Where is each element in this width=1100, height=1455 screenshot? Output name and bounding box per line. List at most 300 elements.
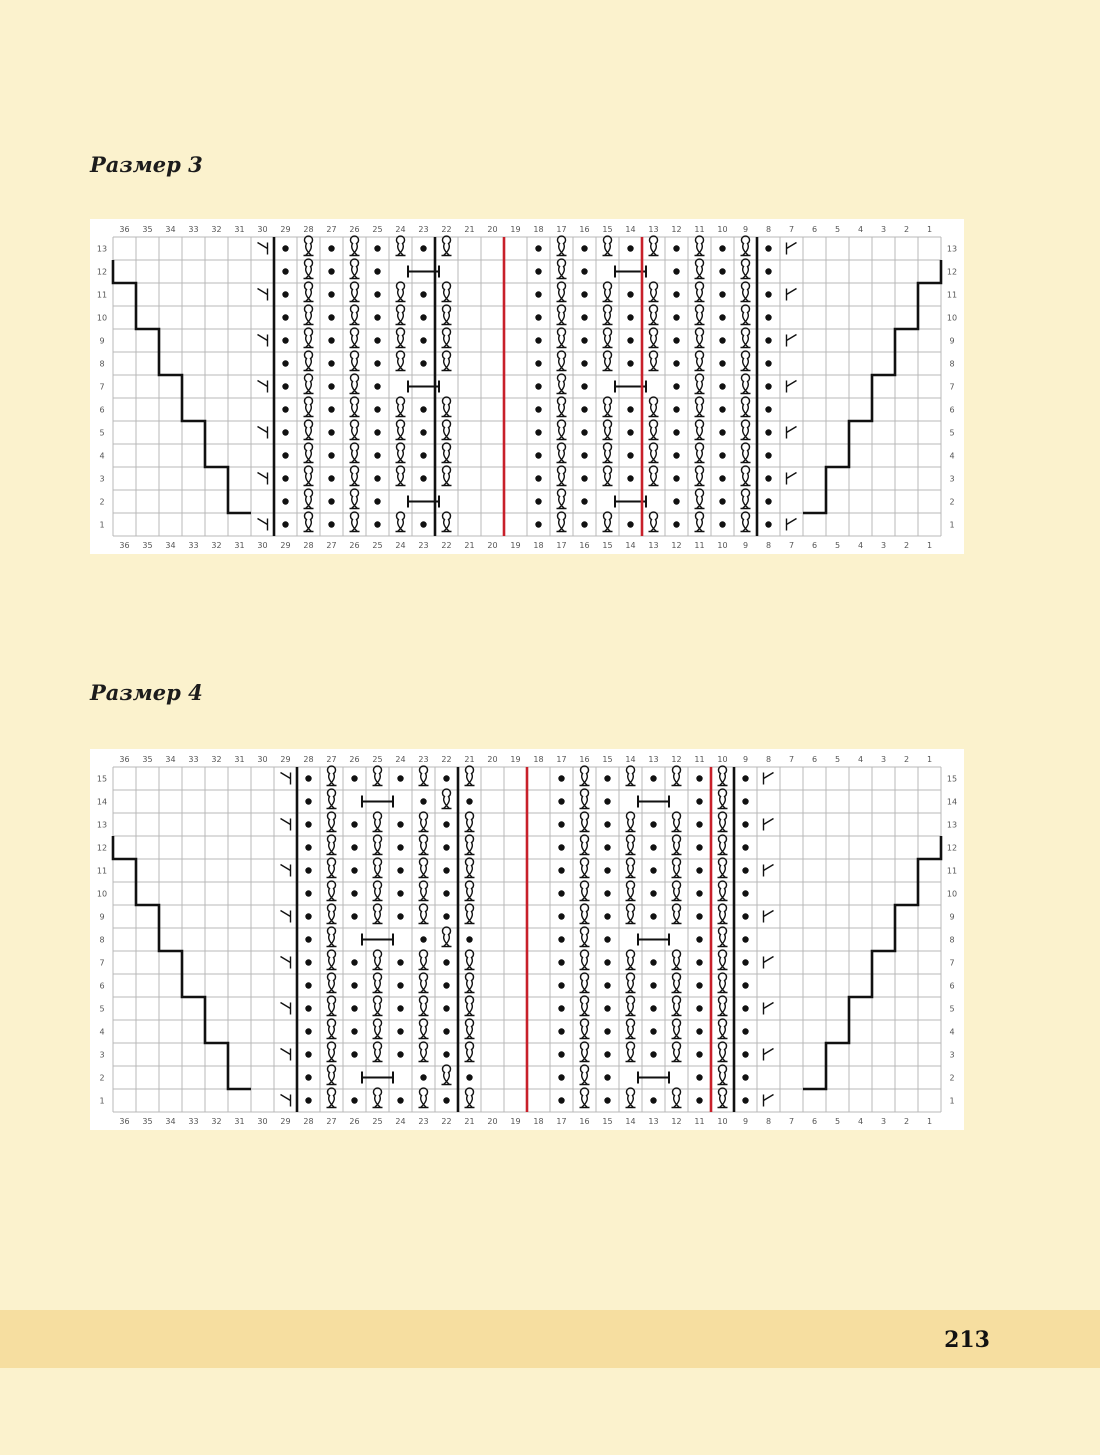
row-number: 13 [946,820,958,830]
column-number: 6 [811,1117,818,1126]
row-number: 9 [949,912,955,922]
purl-dot [604,1051,610,1057]
purl-dot [282,475,288,481]
row-number: 10 [946,313,958,323]
purl-dot [443,982,449,988]
row-number: 3 [949,1050,955,1060]
purl-dot [719,475,725,481]
purl-dot [535,429,541,435]
column-number: 28 [303,755,314,764]
purl-dot [397,890,403,896]
column-number: 16 [579,225,590,234]
purl-dot [282,406,288,412]
purl-dot [328,291,334,297]
purl-dot [374,337,380,343]
purl-dot [604,936,610,942]
purl-dot [581,360,587,366]
purl-dot [696,1051,702,1057]
column-number: 29 [280,541,291,550]
column-number: 8 [765,225,772,234]
column-number: 20 [487,1117,498,1126]
column-number: 11 [694,1117,705,1126]
column-number: 34 [165,541,176,550]
purl-dot [627,337,633,343]
column-number: 5 [834,755,841,764]
purl-dot [558,1028,564,1034]
column-number: 23 [418,1117,429,1126]
page-number: 213 [944,1327,990,1353]
column-number: 10 [717,755,728,764]
column-number: 33 [188,1117,199,1126]
row-number: 5 [949,428,955,438]
purl-dot [581,291,587,297]
column-number: 5 [834,541,841,550]
column-number: 28 [303,1117,314,1126]
purl-dot [696,821,702,827]
row-number: 9 [949,336,955,346]
purl-dot [305,1074,311,1080]
row-number: 9 [99,336,105,346]
purl-dot [535,475,541,481]
purl-dot [535,268,541,274]
purl-dot [282,452,288,458]
purl-dot [558,798,564,804]
column-number: 13 [648,755,659,764]
column-number: 30 [257,541,268,550]
column-number: 18 [533,1117,544,1126]
column-number: 35 [142,1117,153,1126]
column-number: 9 [742,755,749,764]
row-number: 10 [946,889,958,899]
column-number: 32 [211,1117,222,1126]
row-number: 8 [99,935,105,945]
column-number: 4 [857,541,864,550]
purl-dot [696,1074,702,1080]
purl-dot [282,314,288,320]
row-number: 7 [99,958,105,968]
purl-dot [443,867,449,873]
purl-dot [305,936,311,942]
purl-dot [443,844,449,850]
purl-dot [351,1005,357,1011]
purl-dot [328,452,334,458]
purl-dot [305,982,311,988]
purl-dot [558,821,564,827]
purl-dot [397,1005,403,1011]
row-number: 8 [949,935,955,945]
purl-dot [328,360,334,366]
purl-dot [719,360,725,366]
column-number: 13 [648,225,659,234]
purl-dot [558,844,564,850]
column-number: 19 [510,1117,521,1126]
purl-dot [742,913,748,919]
purl-dot [443,775,449,781]
column-number: 16 [579,541,590,550]
purl-dot [765,268,771,274]
purl-dot [328,475,334,481]
column-number: 9 [742,1117,749,1126]
purl-dot [696,1028,702,1034]
row-number: 13 [96,244,108,254]
purl-dot [443,1028,449,1034]
column-number: 3 [880,225,887,234]
column-number: 18 [533,225,544,234]
purl-dot [420,429,426,435]
purl-dot [742,1051,748,1057]
column-number: 22 [441,755,452,764]
purl-dot [305,867,311,873]
purl-dot [328,429,334,435]
purl-dot [581,498,587,504]
purl-dot [535,360,541,366]
column-number: 14 [625,541,636,550]
column-number: 19 [510,541,521,550]
purl-dot [719,337,725,343]
column-number: 23 [418,225,429,234]
purl-dot [420,245,426,251]
column-number: 11 [694,755,705,764]
column-number: 2 [903,225,910,234]
column-number: 18 [533,755,544,764]
purl-dot [535,452,541,458]
column-number: 21 [464,755,475,764]
row-number: 15 [96,774,108,784]
purl-dot [282,498,288,504]
purl-dot [765,498,771,504]
column-number: 12 [671,1117,682,1126]
purl-dot [535,383,541,389]
purl-dot [627,521,633,527]
purl-dot [305,890,311,896]
column-number: 32 [211,755,222,764]
purl-dot [351,890,357,896]
purl-dot [558,1074,564,1080]
row-number: 12 [946,843,958,853]
purl-dot [305,913,311,919]
row-number: 6 [949,981,955,991]
purl-dot [604,844,610,850]
row-number: 9 [99,912,105,922]
purl-dot [765,314,771,320]
column-number: 23 [418,755,429,764]
row-number: 1 [949,1096,955,1106]
column-number: 36 [119,1117,130,1126]
purl-dot [581,268,587,274]
purl-dot [397,867,403,873]
purl-dot [742,798,748,804]
column-number: 14 [625,755,636,764]
purl-dot [558,1051,564,1057]
purl-dot [696,1005,702,1011]
purl-dot [719,452,725,458]
purl-dot [673,337,679,343]
purl-dot [466,1074,472,1080]
purl-dot [581,429,587,435]
purl-dot [282,291,288,297]
row-number: 12 [96,267,108,277]
purl-dot [351,959,357,965]
column-number: 17 [556,225,567,234]
purl-dot [696,959,702,965]
purl-dot [305,1005,311,1011]
purl-dot [673,245,679,251]
purl-dot [604,867,610,873]
row-number: 12 [96,843,108,853]
purl-dot [558,959,564,965]
row-number: 5 [99,428,105,438]
column-number: 34 [165,1117,176,1126]
purl-dot [397,913,403,919]
column-number: 29 [280,755,291,764]
purl-dot [673,291,679,297]
column-number: 31 [234,225,245,234]
purl-dot [604,1005,610,1011]
column-number: 3 [880,1117,887,1126]
column-number: 6 [811,225,818,234]
column-number: 17 [556,1117,567,1126]
purl-dot [351,982,357,988]
column-number: 25 [372,755,383,764]
purl-dot [466,798,472,804]
purl-dot [696,844,702,850]
column-number: 8 [765,1117,772,1126]
column-number: 27 [326,541,337,550]
purl-dot [742,1097,748,1103]
purl-dot [604,959,610,965]
column-number: 7 [788,1117,795,1126]
column-number: 27 [326,225,337,234]
column-number: 31 [234,541,245,550]
column-number: 21 [464,1117,475,1126]
row-number: 2 [949,1073,955,1083]
purl-dot [673,268,679,274]
column-number: 7 [788,755,795,764]
column-number: 34 [165,225,176,234]
purl-dot [604,982,610,988]
purl-dot [328,268,334,274]
row-number: 2 [99,497,105,507]
row-number: 2 [99,1073,105,1083]
purl-dot [650,890,656,896]
footer-band [0,1310,1100,1368]
purl-dot [443,1097,449,1103]
purl-dot [719,429,725,435]
knitting-chart-size-4 [90,749,964,1130]
column-number: 8 [765,755,772,764]
purl-dot [627,475,633,481]
row-number: 11 [946,290,958,300]
purl-dot [558,913,564,919]
purl-dot [765,475,771,481]
purl-dot [558,1097,564,1103]
purl-dot [742,821,748,827]
purl-dot [627,429,633,435]
purl-dot [397,959,403,965]
column-number: 30 [257,755,268,764]
purl-dot [696,890,702,896]
column-number: 9 [742,541,749,550]
purl-dot [328,521,334,527]
column-number: 2 [903,755,910,764]
purl-dot [627,291,633,297]
purl-dot [420,475,426,481]
knitting-chart-size-3 [90,219,964,554]
purl-dot [397,821,403,827]
purl-dot [650,959,656,965]
purl-dot [535,521,541,527]
column-number: 35 [142,225,153,234]
row-number: 6 [949,405,955,415]
purl-dot [581,245,587,251]
column-number: 27 [326,1117,337,1126]
purl-dot [328,314,334,320]
column-number: 23 [418,541,429,550]
purl-dot [305,1051,311,1057]
column-number: 14 [625,1117,636,1126]
purl-dot [742,1074,748,1080]
purl-dot [443,913,449,919]
purl-dot [282,245,288,251]
purl-dot [558,867,564,873]
purl-dot [305,1097,311,1103]
column-number: 6 [811,541,818,550]
purl-dot [305,798,311,804]
purl-dot [719,291,725,297]
column-number: 36 [119,225,130,234]
column-number: 32 [211,225,222,234]
purl-dot [696,798,702,804]
purl-dot [328,383,334,389]
purl-dot [742,867,748,873]
column-number: 28 [303,541,314,550]
purl-dot [282,383,288,389]
column-number: 19 [510,755,521,764]
column-number: 30 [257,1117,268,1126]
purl-dot [282,360,288,366]
column-number: 34 [165,755,176,764]
row-number: 10 [96,313,108,323]
purl-dot [765,245,771,251]
purl-dot [627,314,633,320]
column-number: 26 [349,755,360,764]
row-number: 5 [949,1004,955,1014]
purl-dot [719,521,725,527]
purl-dot [351,844,357,850]
purl-dot [581,475,587,481]
row-number: 3 [99,1050,105,1060]
purl-dot [535,337,541,343]
purl-dot [420,337,426,343]
purl-dot [742,1005,748,1011]
purl-dot [420,314,426,320]
column-number: 15 [602,541,613,550]
purl-dot [696,1097,702,1103]
purl-dot [673,521,679,527]
row-number: 10 [96,889,108,899]
column-number: 22 [441,225,452,234]
row-number: 7 [949,382,955,392]
row-number: 11 [96,866,108,876]
column-number: 13 [648,1117,659,1126]
purl-dot [765,406,771,412]
column-number: 36 [119,755,130,764]
purl-dot [719,383,725,389]
purl-dot [397,775,403,781]
column-number: 3 [880,541,887,550]
column-number: 26 [349,541,360,550]
column-number: 4 [857,755,864,764]
purl-dot [742,775,748,781]
column-number: 29 [280,1117,291,1126]
purl-dot [627,406,633,412]
row-number: 13 [946,244,958,254]
column-number: 14 [625,225,636,234]
column-number: 12 [671,755,682,764]
column-number: 28 [303,225,314,234]
purl-dot [374,475,380,481]
column-number: 10 [717,541,728,550]
column-number: 16 [579,755,590,764]
purl-dot [374,521,380,527]
purl-dot [604,890,610,896]
column-number: 33 [188,755,199,764]
purl-dot [282,268,288,274]
column-number: 20 [487,225,498,234]
column-number: 1 [926,541,933,550]
purl-dot [328,245,334,251]
column-number: 6 [811,755,818,764]
purl-dot [535,245,541,251]
chart-title-size-3: Размер 3 [90,152,203,177]
column-number: 33 [188,225,199,234]
purl-dot [604,1028,610,1034]
column-number: 24 [395,225,406,234]
purl-dot [420,291,426,297]
purl-dot [328,406,334,412]
purl-dot [581,337,587,343]
purl-dot [558,1005,564,1011]
row-number: 5 [99,1004,105,1014]
column-number: 30 [257,225,268,234]
purl-dot [696,775,702,781]
purl-dot [604,1097,610,1103]
purl-dot [305,1028,311,1034]
purl-dot [351,1028,357,1034]
purl-dot [558,982,564,988]
purl-dot [374,429,380,435]
purl-dot [374,360,380,366]
purl-dot [282,521,288,527]
purl-dot [420,936,426,942]
row-number: 6 [99,981,105,991]
column-number: 35 [142,541,153,550]
purl-dot [650,844,656,850]
purl-dot [604,1074,610,1080]
purl-dot [374,291,380,297]
purl-dot [719,268,725,274]
purl-dot [650,1097,656,1103]
row-number: 1 [949,520,955,530]
column-number: 31 [234,755,245,764]
purl-dot [650,1028,656,1034]
purl-dot [305,775,311,781]
column-number: 16 [579,1117,590,1126]
row-number: 7 [949,958,955,968]
purl-dot [650,913,656,919]
row-number: 4 [949,1027,955,1037]
column-number: 1 [926,225,933,234]
